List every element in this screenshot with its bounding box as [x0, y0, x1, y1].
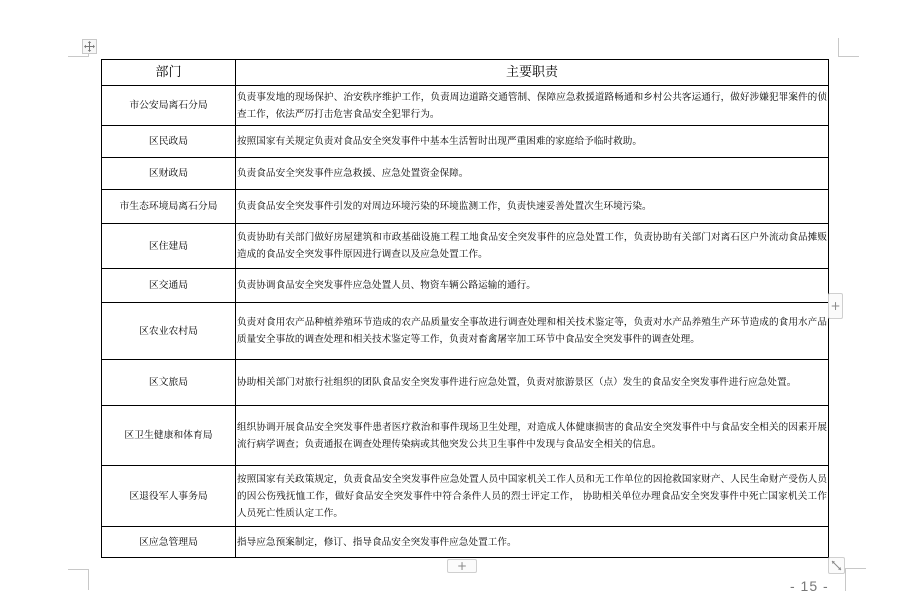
duties-cell: 组织协调开展食品安全突发事件患者医疗救治和事件现场卫生处理，对造成人体健康损害的食品安全突发事件中与食品安全相关的因素开展流行病学调查；负责通报在调查处理传染病或其他突发公共卫生事件中发现与食品安全相关的信息。: [236, 406, 829, 466]
department-cell: 区住建局: [102, 224, 236, 269]
duties-cell: 负责食品安全突发事件引发的对周边环境污染的环境监测工作，负责快速妥善处置次生环境污染。: [236, 190, 829, 224]
table-row: [102, 190, 829, 224]
duties-table: [101, 59, 829, 558]
department-cell: 市公安局离石分局: [102, 86, 236, 126]
duties-cell: 按照国家有关政策规定，负责食品安全突发事件应急处置人员中国家机关工作人员和无工作单位的因抢救国家财产、人民生命财产受伤人员的因公伤残抚恤工作，做好食品安全突发事件中符合条件人员的烈士评定工作， 协助相关单位办理食品安全突发事件中死亡国家机关工作人员死亡性质认定工作。: [236, 466, 829, 527]
department-cell: 区应急管理局: [102, 527, 236, 558]
crop-mark-bottom-left: [68, 569, 89, 590]
header-department: 部门: [102, 60, 236, 86]
header-duties: 主要职责: [236, 60, 829, 86]
table-row: [102, 360, 829, 406]
duties-cell: 负责事发地的现场保护、治安秩序维护工作，负责周边道路交通管制、保障应急救援道路畅通和乡村公共客运通行，做好涉嫌犯罪案件的侦查工作，依法严厉打击危害食品安全犯罪行为。: [236, 86, 829, 126]
table-header-row: [102, 60, 829, 86]
table-row: [102, 406, 829, 466]
add-column-button[interactable]: +: [828, 293, 843, 319]
duties-cell: 负责食品安全突发事件应急救援、应急处置资金保障。: [236, 158, 829, 190]
department-cell: 市生态环境局离石分局: [102, 190, 236, 224]
move-icon: [84, 41, 95, 52]
table-resize-handle[interactable]: [828, 557, 845, 574]
page-number: - 15 -: [790, 578, 829, 594]
table-row: [102, 466, 829, 527]
department-cell: 区农业农村局: [102, 303, 236, 360]
table-row: [102, 269, 829, 303]
table-row: [102, 86, 829, 126]
duties-cell: 负责协助有关部门做好房屋建筑和市政基础设施工程工地食品安全突发事件的应急处置工作，负责协助有关部门对离石区户外流动食品摊贩造成的食品安全突发事件原因进行调查以及应急处置工作。: [236, 224, 829, 269]
department-cell: 区文旅局: [102, 360, 236, 406]
department-cell: 区卫生健康和体育局: [102, 406, 236, 466]
duties-cell: 负责对食用农产品种植养殖环节造成的农产品质量安全事故进行调查处理和相关技术鉴定等，负责对水产品养殖生产环节造成的食用水产品质量安全事故的调查处理和相关技术鉴定等工作，负责对畜禽屠宰加工环节中食品安全突发事件的调查处理。: [236, 303, 829, 360]
table-row: [102, 158, 829, 190]
table-move-handle[interactable]: [82, 39, 97, 54]
resize-icon: [829, 558, 844, 573]
department-cell: 区退役军人事务局: [102, 466, 236, 527]
duties-cell: 负责协调食品安全突发事件应急处置人员、物资车辆公路运输的通行。: [236, 269, 829, 303]
duties-cell: 协助相关部门对旅行社组织的团队食品安全突发事件进行应急处置，负责对旅游景区（点）发生的食品安全突发事件进行应急处置。: [236, 360, 829, 406]
department-cell: 区交通局: [102, 269, 236, 303]
table-row: [102, 303, 829, 360]
add-row-button[interactable]: +: [447, 559, 477, 573]
table-row: [102, 527, 829, 558]
duties-cell: 按照国家有关规定负责对食品安全突发事件中基本生活暂时出现严重困难的家庭给予临时救助。: [236, 126, 829, 158]
department-cell: 区财政局: [102, 158, 236, 190]
table-row: [102, 126, 829, 158]
crop-mark-bottom-right: [845, 568, 866, 591]
department-cell: 区民政局: [102, 126, 236, 158]
duties-cell: 指导应急预案制定，修订、指导食品安全突发事件应急处置工作。: [236, 527, 829, 558]
table-row: [102, 224, 829, 269]
crop-mark-top-right: [838, 38, 859, 57]
